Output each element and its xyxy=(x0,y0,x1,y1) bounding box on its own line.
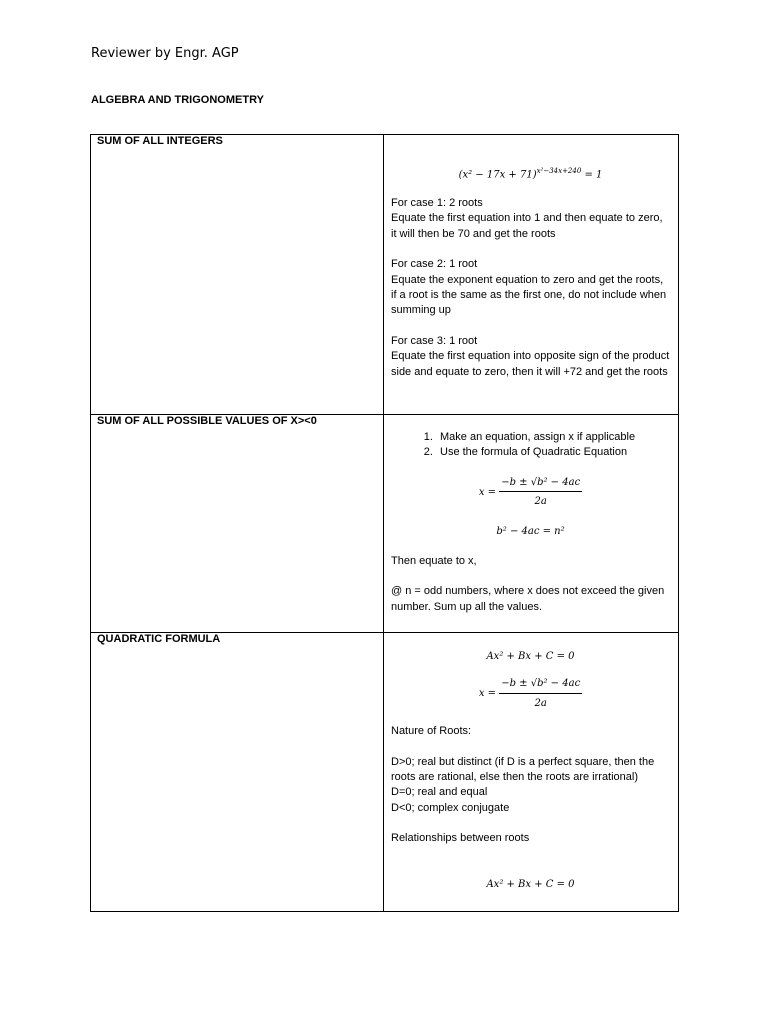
paragraph: Relationships between roots xyxy=(391,832,530,845)
nature-line: D>0; real but distinct (if D is a perfect square, then the roots are rational, else then the roots are irrational) xyxy=(391,755,655,784)
formula-denominator: 2a xyxy=(534,697,547,709)
table-row xyxy=(91,135,679,415)
row-heading: SUM OF ALL INTEGERS xyxy=(97,135,223,147)
row-content-cell xyxy=(384,415,679,633)
nature-line: D<0; complex conjugate xyxy=(391,801,510,814)
row-content-cell xyxy=(384,633,679,912)
row-heading: SUM OF ALL POSSIBLE VALUES OF X><0 xyxy=(97,415,317,427)
row-heading-cell xyxy=(91,415,384,633)
formula-numerator: −b ± √b² − 4ac xyxy=(499,676,582,693)
nature-line: D=0; real and equal xyxy=(391,786,488,799)
paragraph: @ n = odd numbers, where x does not exceed the given number. Sum up all the values. xyxy=(391,585,665,613)
case-text: Equate the first equation into 1 and then equate to zero, it will then be 70 and get the roots xyxy=(391,212,663,240)
reviewer-table xyxy=(90,134,679,912)
case-text: Equate the exponent equation to zero and get the roots, if a root is the same as the first one, do not include when summing up xyxy=(391,273,667,317)
formula-denominator: 2a xyxy=(534,496,547,508)
quadratic-formula xyxy=(391,475,670,510)
row-heading-cell xyxy=(91,135,384,415)
row-content-cell xyxy=(384,135,679,415)
table-row xyxy=(91,633,679,912)
equation: Ax² + Bx + C = 0 xyxy=(486,878,575,890)
equation-base: (x² − 17x + 71) xyxy=(458,169,537,181)
equation: Ax² + Bx + C = 0 xyxy=(486,651,575,662)
row-heading: QUADRATIC FORMULA xyxy=(97,633,221,645)
formula-numerator: −b ± √b² − 4ac xyxy=(499,475,582,492)
table-row xyxy=(91,415,679,633)
formula-lhs: x = xyxy=(478,486,497,498)
equation-rhs: = 1 xyxy=(584,169,603,181)
case-text: Equate the first equation into opposite sign of the product side and equate to zero, then it will +72 and get the roots xyxy=(391,350,670,378)
equation-exponent: x²−34x+240 xyxy=(536,167,582,175)
row-heading-cell xyxy=(91,633,384,912)
equation xyxy=(391,164,670,183)
list-item: 2. Use the formula of Quadratic Equation xyxy=(436,445,670,460)
case-title: For case 1: 2 roots xyxy=(391,197,483,209)
discriminant-equation: b² − 4ac = n² xyxy=(496,525,565,537)
case-title: For case 2: 1 root xyxy=(391,258,478,271)
paragraph: Nature of Roots: xyxy=(391,725,472,738)
list-item: 1. Make an equation, assign x if applicable xyxy=(436,430,670,445)
formula-lhs: x = xyxy=(478,688,497,700)
case-title: For case 3: 1 root xyxy=(391,334,478,347)
paragraph: Then equate to x, xyxy=(391,555,477,568)
document-header: Reviewer by Engr. AGP xyxy=(91,46,239,61)
steps-list xyxy=(391,430,670,461)
section-title: ALGEBRA AND TRIGONOMETRY xyxy=(91,94,264,106)
quadratic-formula xyxy=(391,676,670,711)
